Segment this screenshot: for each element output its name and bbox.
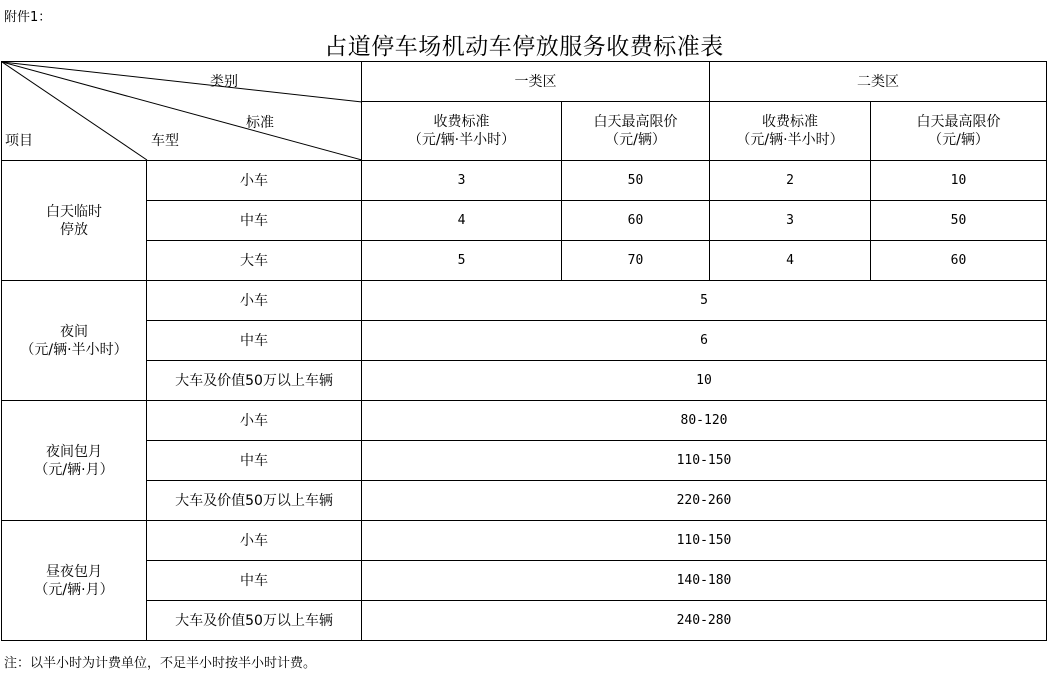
- table-row: [2, 601, 1047, 641]
- value-cell: 10: [362, 361, 1047, 401]
- vehicle-cell: 中车: [147, 201, 362, 241]
- value-cell: 4: [710, 241, 871, 281]
- item-night-monthly: 夜间包月 （元/辆·月）: [2, 401, 147, 521]
- value-cell: 5: [362, 241, 562, 281]
- diagonal-lines: [2, 62, 362, 161]
- value-cell: 3: [362, 161, 562, 201]
- vehicle-cell: 中车: [147, 321, 362, 361]
- table-row: [2, 241, 1047, 281]
- value-cell: 50: [871, 201, 1047, 241]
- value-cell: 240-280: [362, 601, 1047, 641]
- value-cell: 70: [562, 241, 710, 281]
- value-cell: 60: [562, 201, 710, 241]
- vehicle-cell: 中车: [147, 561, 362, 601]
- value-cell: 4: [362, 201, 562, 241]
- footnote: 注：以半小时为计费单位，不足半小时按半小时计费。: [4, 656, 317, 671]
- vehicle-cell: 小车: [147, 161, 362, 201]
- item-night: 夜间 （元/辆·半小时）: [2, 281, 147, 401]
- table-row: [2, 521, 1047, 561]
- value-cell: 50: [562, 161, 710, 201]
- z2-max-price-header: 白天最高限价 （元/辆）: [871, 102, 1047, 161]
- diag-label-standard: 标准: [246, 115, 274, 131]
- value-cell: 140-180: [362, 561, 1047, 601]
- attachment-label: 附件1：: [4, 10, 52, 25]
- diag-label-item: 项目: [5, 133, 33, 149]
- vehicle-cell: 小车: [147, 521, 362, 561]
- value-cell: 5: [362, 281, 1047, 321]
- zone2-header: 二类区: [710, 62, 1047, 102]
- value-cell: 6: [362, 321, 1047, 361]
- vehicle-cell: 中车: [147, 441, 362, 481]
- page-title: 占道停车场机动车停放服务收费标准表: [324, 34, 724, 60]
- value-cell: 220-260: [362, 481, 1047, 521]
- value-cell: 10: [871, 161, 1047, 201]
- vehicle-cell: 小车: [147, 401, 362, 441]
- diagonal-header-cell: [2, 62, 362, 161]
- zone1-header: 一类区: [362, 62, 710, 102]
- vehicle-cell: 小车: [147, 281, 362, 321]
- table-row: [2, 361, 1047, 401]
- vehicle-cell: 大车及价值50万以上车辆: [147, 361, 362, 401]
- value-cell: 110-150: [362, 521, 1047, 561]
- table-row: [2, 161, 1047, 201]
- vehicle-cell: 大车及价值50万以上车辆: [147, 601, 362, 641]
- table-row: [2, 321, 1047, 361]
- z1-fee-standard-header: 收费标准 （元/辆·半小时）: [362, 102, 562, 161]
- table-row: [2, 441, 1047, 481]
- vehicle-cell: 大车及价值50万以上车辆: [147, 481, 362, 521]
- table-row: [2, 401, 1047, 441]
- z1-max-price-header: 白天最高限价 （元/辆）: [562, 102, 710, 161]
- value-cell: 2: [710, 161, 871, 201]
- fee-table: [1, 61, 1047, 641]
- diag-label-vehicle: 车型: [151, 133, 179, 149]
- value-cell: 60: [871, 241, 1047, 281]
- vehicle-cell: 大车: [147, 241, 362, 281]
- item-allday-monthly: 昼夜包月 （元/辆·月）: [2, 521, 147, 641]
- z2-fee-standard-header: 收费标准 （元/辆·半小时）: [710, 102, 871, 161]
- item-day-temporary: 白天临时 停放: [2, 161, 147, 281]
- table-row: [2, 481, 1047, 521]
- table-row: [2, 281, 1047, 321]
- diag-label-category: 类别: [210, 74, 238, 90]
- value-cell: 110-150: [362, 441, 1047, 481]
- value-cell: 3: [710, 201, 871, 241]
- table-row: [2, 201, 1047, 241]
- table-row: [2, 561, 1047, 601]
- value-cell: 80-120: [362, 401, 1047, 441]
